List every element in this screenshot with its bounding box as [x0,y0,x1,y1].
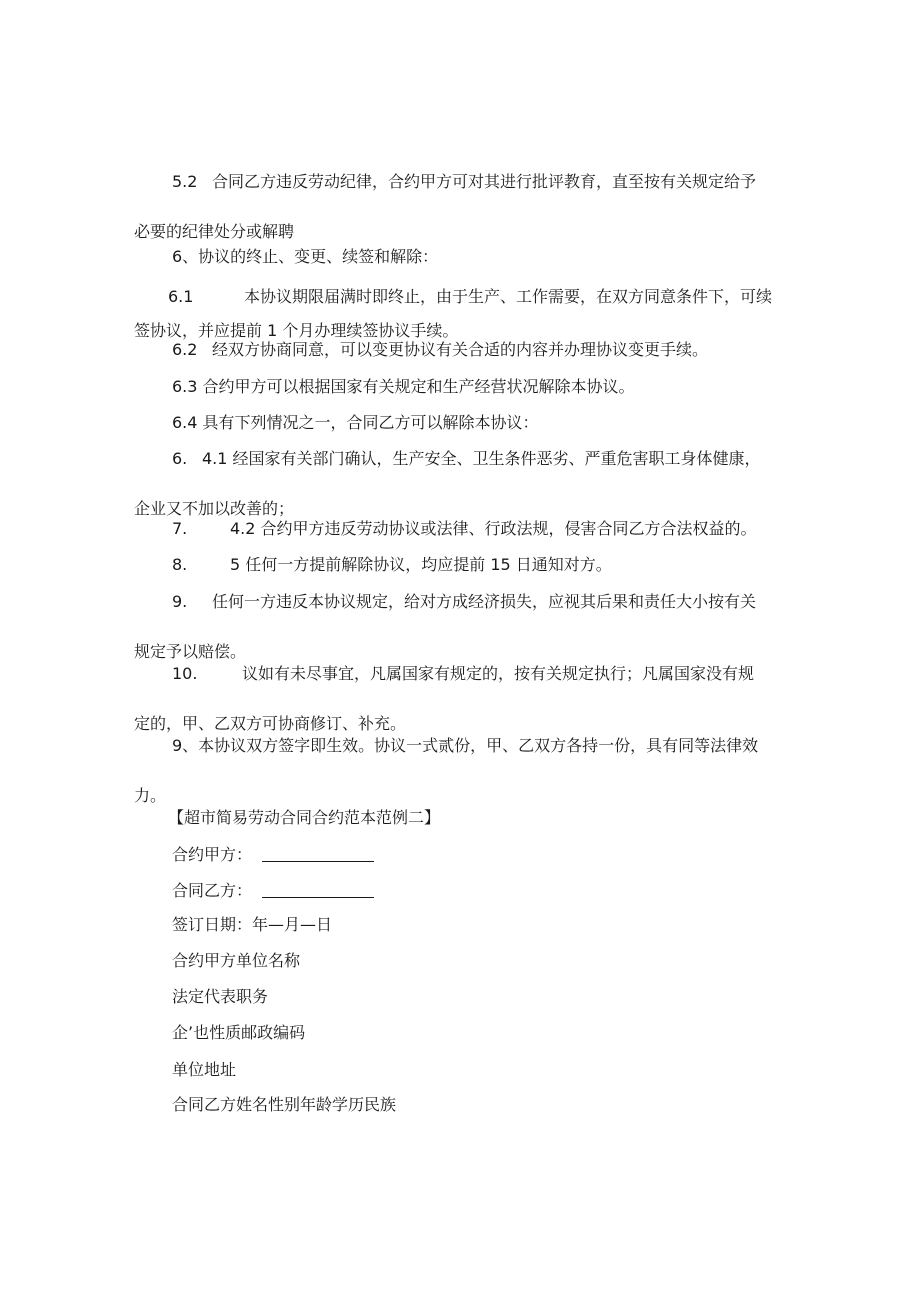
clause-6-4-1-cont: 企业又不加以改善的； [134,499,295,518]
party-b-label: 合同乙方： [172,881,253,900]
clause-9 [172,585,832,619]
clause-number: 8. [172,555,188,574]
enterprise-nature: 企’也性质邮政编码 [172,1023,306,1042]
party-b-line [172,874,832,908]
clause-text: 4.1 经国家有关部门确认，生产安全、卫生条件恶劣、严重危害职工身体健康， [202,449,761,468]
clause-6-2 [172,333,832,367]
clause-number: 6. [172,449,188,468]
clause-6-1-cont: 签协议，并应提前 1 个月办理续签协议手续。 [134,321,459,340]
party-b-blank[interactable] [262,881,374,898]
clause-text: 4.2 合约甲方违反劳动协议或法律、行政法规，侵害合同乙方合法权益的。 [230,519,757,538]
party-a-line [172,838,832,872]
sign-date: 签订日期：年—月—日 [172,915,333,934]
clause-6-4: 6.4 具有下列情况之一，合同乙方可以解除本协议： [172,413,539,432]
clause-number: 5.2 [172,172,198,191]
party-b-info: 合同乙方姓名性别年龄学历民族 [172,1095,397,1114]
clause-text: 任何一方违反本协议规定，给对方成经济损失，应视其后果和责任大小按有关 [212,592,757,611]
example2-title: 【超市简易劳动合同合约范本范例二】 [168,808,441,827]
clause-10 [172,657,832,691]
clause-5-2 [172,165,832,199]
clause-6-3: 6.3 合约甲方可以根据国家有关规定和生产经营状况解除本协议。 [172,377,635,396]
party-a-blank[interactable] [262,845,374,862]
clause-5-2-cont: 必要的纪律处分或解聘 [134,222,295,241]
clause-effective: 9、本协议双方签字即生效。协议一式贰份，甲、乙双方各持一份，具有同等法律效 [172,736,759,755]
clause-number: 7. [172,519,188,538]
legal-rep: 法定代表职务 [172,987,269,1006]
clause-number: 9. [172,592,188,611]
clause-6-4-1 [172,442,832,476]
clause-text: 经双方协商同意，可以变更协议有关合适的内容并办理协议变更手续。 [212,340,709,359]
clause-text: 本协议期限届满时即终止，由于生产、工作需要，在双方同意条件下，可续 [244,287,773,306]
clause-effective-cont: 力。 [134,786,167,805]
clause-text: 合同乙方违反劳动纪律，合约甲方可对其进行批评教育，直至按有关规定给予 [212,172,757,191]
unit-address: 单位地址 [172,1060,237,1079]
clause-number: 6.2 [172,340,198,359]
unit-name: 合约甲方单位名称 [172,951,301,970]
clause-text: 5 任何一方提前解除协议，均应提前 15 日通知对方。 [230,555,612,574]
clause-number: 6.1 [168,287,194,306]
clause-6-heading: 6、协议的终止、变更、续签和解除： [172,247,439,266]
party-a-label: 合约甲方： [172,845,253,864]
clause-6-1 [168,280,828,314]
clause-text: 议如有未尽事宜，凡属国家有规定的，按有关规定执行；凡属国家没有规 [242,664,755,683]
clause-number: 10. [172,664,198,683]
clause-8 [172,548,832,582]
clause-7 [172,512,832,546]
clause-9-cont: 规定予以赔偿。 [134,642,247,661]
clause-10-cont: 定的，甲、乙双方可协商修订、补充。 [134,714,407,733]
